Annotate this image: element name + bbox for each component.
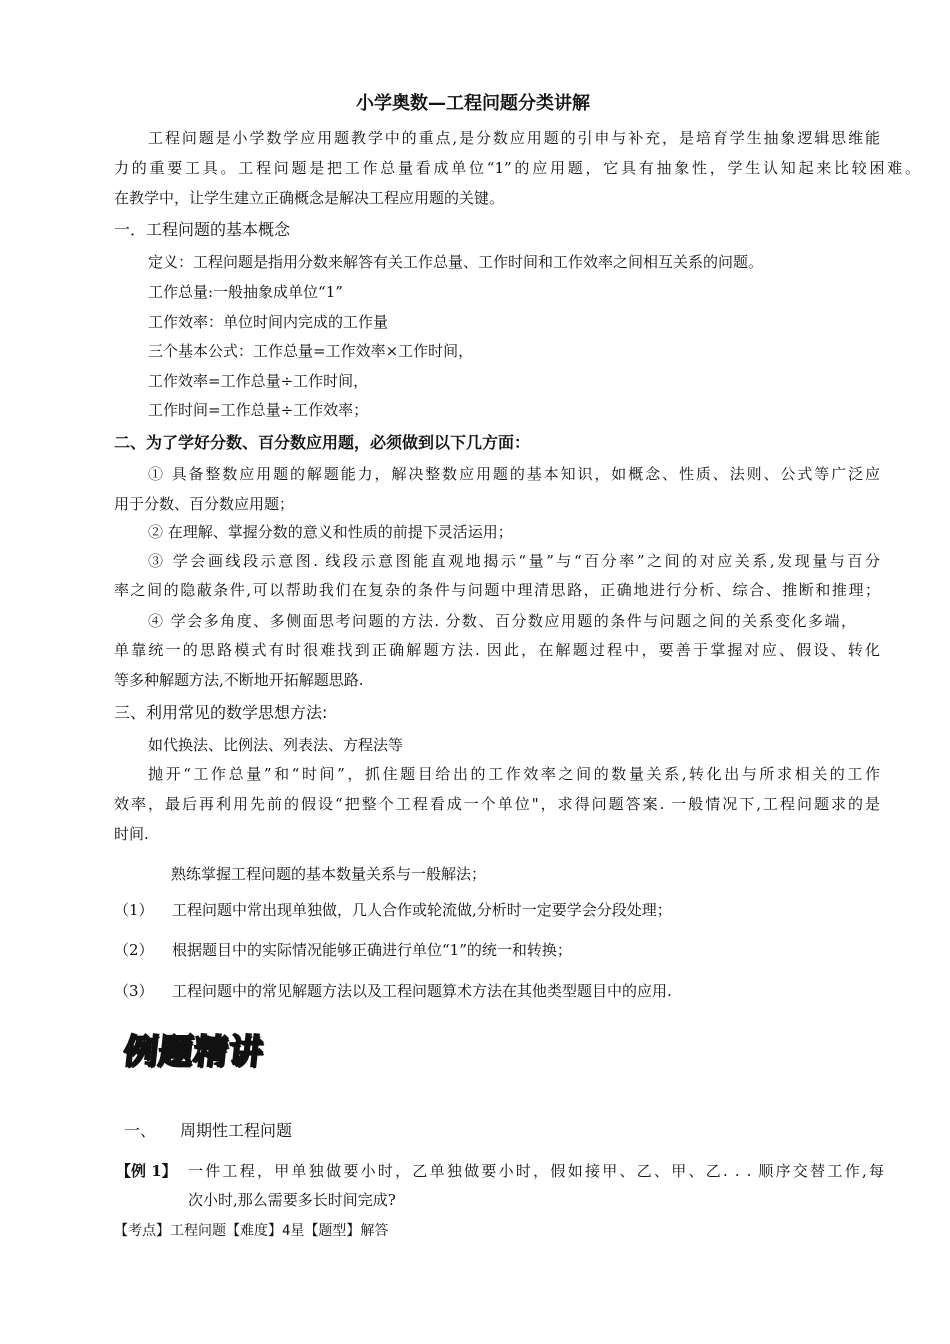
formula-1: 三个基本公式：工作总量=工作效率×工作时间， [148, 342, 474, 360]
work-total-text: 工作总量:一般抽象成单位“1” [148, 283, 343, 301]
intro-line-1: 工程问题是小学数学应用题教学中的重点,是分数应用题的引申与补充，是培育学生抽象逻辑思维能 [148, 129, 880, 147]
section-1-heading: 一．工程问题的基本概念 [114, 220, 291, 239]
definition-text: 定义：工程问题是指用分数来解答有关工作总量、工作时间和工作效率之间相互关系的问题。 [148, 253, 764, 271]
methods-list: 如代换法、比例法、列表法、方程法等 [148, 736, 404, 754]
point-4-line-2: 单靠统一的思路模式有时很难找到正确解题方法. 因此，在解题过程中，要善于掌握对应、假设、转化 [114, 641, 880, 659]
work-efficiency-text: 工作效率：单位时间内完成的工作量 [148, 313, 389, 331]
item-2-number: （2） [114, 941, 154, 959]
point-3-line-1: ③ 学会画线段示意图. 线段示意图能直观地揭示“量”与“百分率”之间的对应关系,发现量与百分 [148, 552, 880, 570]
method-para-line-1: 抛开“工作总量”和“时间”，抓住题目给出的工作效率之间的数量关系,转化出与所求相关的工作 [148, 765, 880, 783]
section-4-number: 一、 [124, 1121, 157, 1140]
example-line-1: 一件工程，甲单独做要小时，乙单独做要小时，假如接甲、乙、甲、乙. . . 顺序交替工作,每 [188, 1162, 884, 1180]
item-3-number: （3） [114, 982, 154, 1000]
mastery-intro: 熟练掌握工程问题的基本数量关系与一般解法； [171, 865, 487, 883]
section-4-title: 周期性工程问题 [180, 1121, 293, 1140]
item-1-number: （1） [114, 901, 154, 919]
point-3-line-2: 率之间的隐蔽条件,可以帮助我们在复杂的条件与问题中理清思路，正确地进行分析、综合、推断和推理； [114, 581, 880, 599]
section-2-heading: 二、为了学好分数、百分数应用题，必须做到以下几方面： [114, 433, 531, 452]
method-para-line-2: 效率，最后再利用先前的假设“把整个工程看成一个单位"，求得问题答案. 一般情况下,工程问题求的是 [114, 795, 880, 813]
page-title: 小学奥数—工程问题分类讲解 [356, 93, 590, 114]
example-label: 【例 1】 [116, 1162, 177, 1180]
item-3-text: 工程问题中的常见解题方法以及工程问题算术方法在其他类型题目中的应用. [172, 982, 672, 1000]
method-para-line-3: 时间. [114, 825, 149, 843]
point-1-line-1: ① 具备整数应用题的解题能力，解决整数应用题的基本知识，如概念、性质、法则、公式等广泛应 [148, 465, 880, 483]
example-line-2: 次小时,那么需要多长时间完成? [188, 1191, 396, 1209]
section-3-heading: 三、利用常见的数学思想方法: [114, 703, 328, 722]
formula-2: 工作效率=工作总量÷工作时间， [148, 372, 369, 390]
example-meta: 【考点】工程问题【难度】4星【题型】解答 [114, 1223, 389, 1239]
intro-line-3: 在教学中，让学生建立正确概念是解决工程应用题的关键。 [114, 189, 505, 207]
item-1-text: 工程问题中常出现单独做，几人合作或轮流做,分析时一定要学会分段处理； [172, 901, 672, 919]
point-2: ② 在理解、掌握分数的意义和性质的前提下灵活运用； [148, 523, 513, 541]
point-1-line-2: 用于分数、百分数应用题； [114, 495, 295, 513]
point-4-line-3: 等多种解题方法,不断地开拓解题思路. [114, 671, 364, 689]
intro-line-2: 力的重要工具。工程问题是把工作总量看成单位“1”的应用题，它具有抽象性，学生认知起来比较困难。 [114, 159, 920, 177]
point-4-line-1: ④ 学会多角度、多侧面思考问题的方法. 分数、百分数应用题的条件与问题之间的关系变化多端， [148, 612, 856, 630]
item-2-text: 根据题目中的实际情况能够正确进行单位“1”的统一和转换； [172, 941, 572, 959]
example-banner: 例题精讲 [121, 1032, 266, 1072]
formula-3: 工作时间=工作总量÷工作效率； [148, 401, 369, 419]
